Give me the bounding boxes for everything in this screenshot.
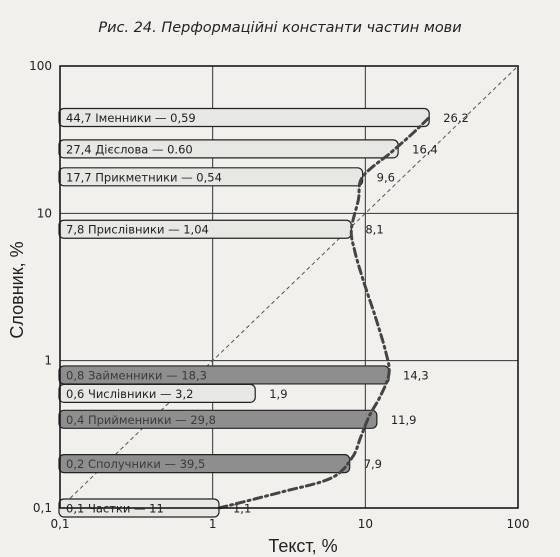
y-tick-label: 1 <box>44 353 52 368</box>
y-tick-label: 100 <box>29 59 52 73</box>
bar-value-label: 26.2 <box>443 111 469 126</box>
bar-value-label: 1,9 <box>269 386 288 401</box>
bar-label: 27,4 Дієслова — 0.60 <box>66 142 193 157</box>
bar-group <box>59 455 382 473</box>
y-axis-label: Словник, % <box>7 241 27 339</box>
bar-value-label: 9,6 <box>376 170 395 185</box>
bar-group <box>59 109 469 127</box>
chart-title: Рис. 24. Перформаційні константи частин мови <box>98 20 462 36</box>
y-tick-label: 0,1 <box>32 501 52 515</box>
bar-group <box>59 410 416 428</box>
bar-label: 0,6 Числівники — 3,2 <box>66 386 194 401</box>
bar-value-label: 16,4 <box>412 142 438 157</box>
bar-label: 17,7 Прикметники — 0,54 <box>66 170 222 185</box>
bar-value-label: 11,9 <box>390 412 417 427</box>
bar-value-label: 1,1 <box>232 501 252 516</box>
diagonal-guide-line <box>60 66 518 508</box>
y-tick-label: 10 <box>36 206 52 221</box>
bar-label: 0,4 Прийменники — 29,8 <box>66 412 216 427</box>
bar-value-label: 8,1 <box>365 222 384 237</box>
bar-group <box>59 220 384 238</box>
bar-label: 0,2 Сполучники — 39,5 <box>66 457 206 472</box>
x-axis-label: Текст, % <box>268 536 338 556</box>
bar-group <box>59 384 288 402</box>
bar-group <box>59 140 438 158</box>
bar-group <box>59 366 429 384</box>
bar-series <box>59 109 469 517</box>
bar-label: 0,8 Займенники — 18,3 <box>66 368 207 383</box>
bar-group <box>59 168 395 186</box>
x-tick-label: 10 <box>357 517 373 531</box>
bar-label: 7,8 Прислівники — 1,04 <box>66 222 209 237</box>
diagonal-line <box>60 66 518 508</box>
bar-value-label: 7,9 <box>363 457 383 472</box>
x-tick-label: 0,1 <box>50 517 70 531</box>
bar-label: 0,1 Частки — 11 <box>66 501 164 516</box>
x-tick-label: 1 <box>208 517 217 531</box>
bar-value-label: 14,3 <box>403 368 429 383</box>
bar-label: 44,7 Іменники — 0,59 <box>66 111 196 126</box>
x-tick-label: 100 <box>506 517 530 531</box>
